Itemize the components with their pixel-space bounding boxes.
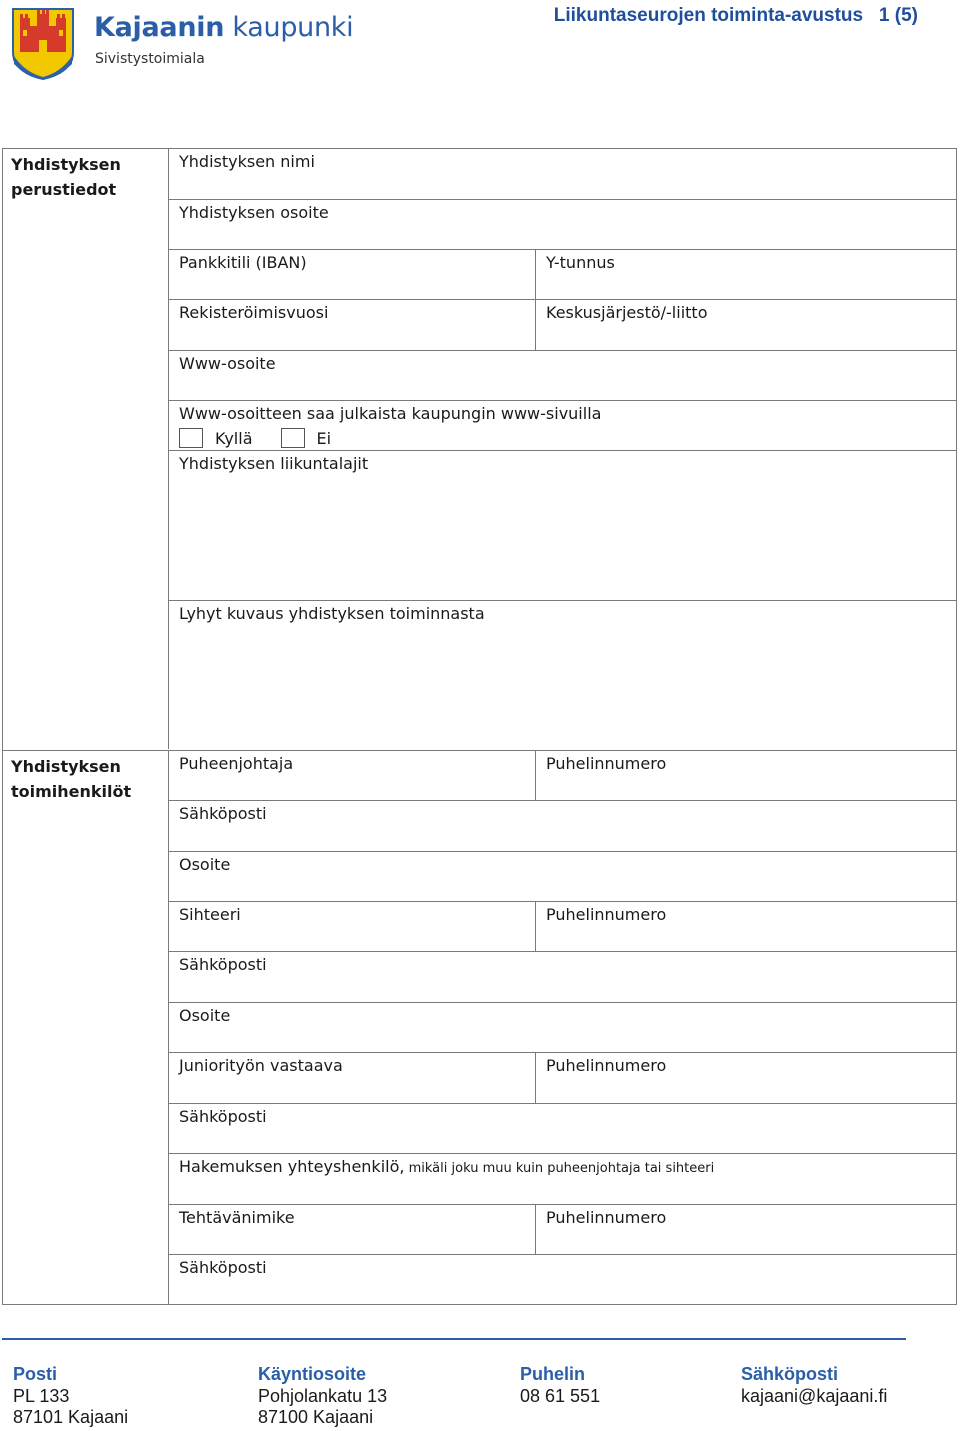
checkbox-yes[interactable] xyxy=(179,428,203,448)
field-sports: Yhdistyksen liikuntalajit xyxy=(179,454,369,473)
field-chair-address: Osoite xyxy=(179,855,231,874)
document-title: Liikuntaseurojen toiminta-avustus 1 (5) xyxy=(553,5,918,26)
row-description[interactable] xyxy=(169,601,957,751)
footer-phone-line1: 08 61 551 xyxy=(520,1385,601,1406)
page-header xyxy=(0,0,960,100)
brand-name-bold: Kajaanin xyxy=(94,12,225,43)
row-contact-email[interactable] xyxy=(169,1255,957,1305)
field-central-organization[interactable]: Keskusjärjestö/-liitto xyxy=(535,300,957,350)
field-junior-lead[interactable]: Juniorityön vastaava xyxy=(179,1056,343,1075)
footer-visiting-line1: Pohjolankatu 13 xyxy=(258,1385,388,1406)
checkbox-no[interactable] xyxy=(281,428,305,448)
field-secretary-address: Osoite xyxy=(179,1006,231,1025)
field-chair-phone[interactable]: Puhelinnumero xyxy=(535,751,957,800)
row-sports[interactable] xyxy=(169,451,957,601)
row-regyear-central-org xyxy=(169,300,957,351)
row-contact-title xyxy=(169,1205,957,1255)
footer-email xyxy=(741,1364,960,1407)
footer-postal xyxy=(13,1364,253,1429)
field-secretary[interactable]: Sihteeri xyxy=(179,905,241,924)
row-secretary-address[interactable] xyxy=(169,1003,957,1053)
row-junior-email[interactable] xyxy=(169,1104,957,1154)
row-chair xyxy=(169,751,957,801)
footer-visiting-heading: Käyntiosoite xyxy=(258,1364,367,1384)
field-contact-email: Sähköposti xyxy=(179,1258,267,1277)
row-chair-email[interactable] xyxy=(169,801,957,852)
checkbox-no-label: Ei xyxy=(316,428,332,448)
field-junior-email: Sähköposti xyxy=(179,1107,267,1126)
row-association-address[interactable] xyxy=(169,200,957,250)
row-www[interactable] xyxy=(169,351,957,401)
row-www-publish xyxy=(169,401,957,451)
footer-visiting-line2: 87100 Kajaani xyxy=(258,1407,374,1427)
field-secretary-phone[interactable]: Puhelinnumero xyxy=(535,902,957,951)
contact-person-note: mikäli joku muu kuin puheenjohtaja tai sihteeri xyxy=(404,1161,715,1176)
field-chair[interactable]: Puheenjohtaja xyxy=(179,754,294,773)
row-secretary-email[interactable] xyxy=(169,952,957,1003)
row-association-name[interactable] xyxy=(169,149,957,200)
footer-email-heading: Sähköposti xyxy=(741,1364,839,1384)
field-secretary-email: Sähköposti xyxy=(179,955,267,974)
brand-subtitle: Sivistystoimiala xyxy=(95,51,205,67)
field-association-address: Yhdistyksen osoite xyxy=(179,203,329,222)
field-www-address: Www-osoite xyxy=(179,354,276,373)
field-association-name: Yhdistyksen nimi xyxy=(179,152,315,171)
row-junior xyxy=(169,1053,957,1104)
footer-postal-heading: Posti xyxy=(13,1364,58,1384)
city-crest-icon xyxy=(12,8,74,80)
field-contact-title[interactable]: Tehtävänimike xyxy=(179,1208,295,1227)
field-contact-phone[interactable]: Puhelinnumero xyxy=(535,1205,957,1254)
row-chair-address[interactable] xyxy=(169,852,957,902)
brand-name xyxy=(94,12,353,43)
field-junior-phone[interactable]: Puhelinnumero xyxy=(535,1053,957,1103)
field-chair-email: Sähköposti xyxy=(179,804,267,823)
footer-postal-line1: PL 133 xyxy=(13,1385,70,1406)
publish-choice xyxy=(179,427,359,449)
footer-visiting xyxy=(258,1364,498,1429)
section-label-officials: Yhdistyksen toimihenkilöt xyxy=(2,750,169,1304)
field-description: Lyhyt kuvaus yhdistyksen toiminnasta xyxy=(179,604,485,623)
row-bank-business-id xyxy=(169,250,957,300)
www-publish-question: Www-osoitteen saa julkaista kaupungin www-sivuilla xyxy=(179,404,602,423)
row-secretary xyxy=(169,902,957,952)
field-business-id[interactable]: Y-tunnus xyxy=(535,250,957,299)
footer-phone-heading: Puhelin xyxy=(520,1364,586,1384)
section-label-basic-info: Yhdistyksen perustiedot xyxy=(2,149,169,749)
footer-email-line1[interactable]: kajaani@kajaani.fi xyxy=(741,1385,888,1406)
brand-name-rest: kaupunki xyxy=(224,12,354,43)
footer-phone xyxy=(520,1364,760,1407)
field-bank-account[interactable]: Pankkitili (IBAN) xyxy=(179,253,307,272)
field-contact-person xyxy=(169,1154,957,1204)
checkbox-yes-label: Kyllä xyxy=(215,428,253,448)
footer-divider xyxy=(2,1338,906,1340)
contact-person-label: Hakemuksen yhteyshenkilö, xyxy=(179,1157,405,1176)
row-contact-person[interactable] xyxy=(169,1154,957,1205)
field-registration-year[interactable]: Rekisteröimisvuosi xyxy=(179,303,329,322)
footer-postal-line2: 87101 Kajaani xyxy=(13,1407,129,1427)
